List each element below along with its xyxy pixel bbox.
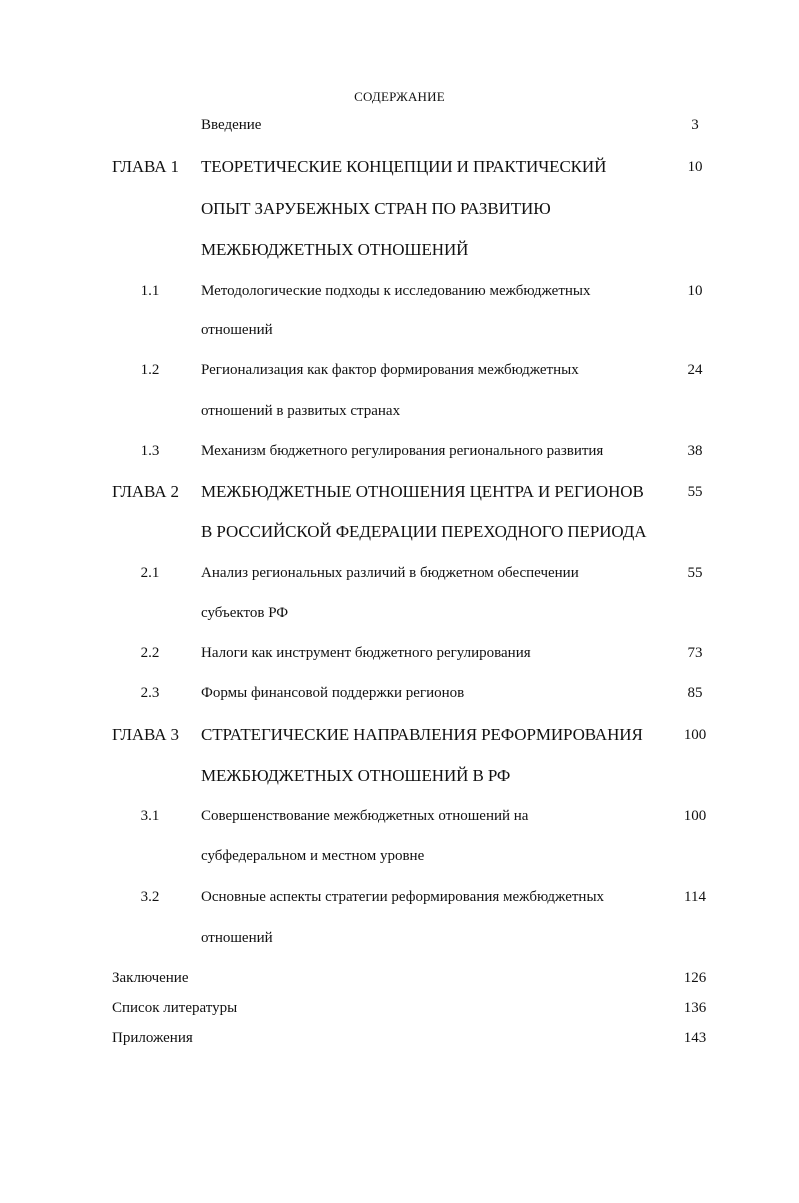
toc-entry-chapter-1-cont (0, 199, 799, 221)
chapter-number: ГЛАВА 1 (112, 157, 179, 176)
toc-entry-section-1-1[interactable] (0, 283, 799, 305)
entry-page: 136 (683, 1000, 707, 1016)
section-title-line: Совершенствование межбюджетных отношений на (201, 808, 529, 824)
entry-title: Заключение (112, 970, 189, 986)
entry-page: 143 (683, 1030, 707, 1046)
section-number: 1.3 (140, 443, 160, 459)
section-number: 1.2 (140, 362, 160, 378)
toc-entry-section-1-2-cont (0, 403, 799, 425)
toc-entry-section-3-2[interactable] (0, 889, 799, 911)
entry-page: 38 (687, 443, 703, 459)
chapter-title-line: СТРАТЕГИЧЕСКИЕ НАПРАВЛЕНИЯ РЕФОРМИРОВАНИЯ (201, 725, 643, 744)
section-title-line: Регионализация как фактор формирования межбюджетных (201, 362, 579, 378)
toc-entry-chapter-3-cont (0, 766, 799, 788)
toc-entry-section-1-2[interactable] (0, 362, 799, 384)
entry-title: Введение (201, 117, 262, 133)
entry-page: 100 (683, 808, 707, 824)
entry-page: 73 (687, 645, 703, 661)
toc-entry-section-2-2[interactable] (0, 645, 799, 667)
section-title-line: Анализ региональных различий в бюджетном обеспечении (201, 565, 579, 581)
section-number: 3.2 (140, 889, 160, 905)
chapter-title-line: ТЕОРЕТИЧЕСКИЕ КОНЦЕПЦИИ И ПРАКТИЧЕСКИЙ (201, 157, 607, 176)
section-title-line: субфедеральном и местном уровне (201, 848, 425, 864)
entry-page: 10 (687, 159, 703, 175)
section-title-line: отношений (201, 322, 273, 338)
chapter-title-line: МЕЖБЮДЖЕТНЫЕ ОТНОШЕНИЯ ЦЕНТРА И РЕГИОНОВ (201, 482, 644, 501)
toc-entry-section-1-3[interactable] (0, 443, 799, 465)
toc-entry-chapter-2-cont (0, 522, 799, 544)
section-number: 2.3 (140, 685, 160, 701)
entry-page: 3 (691, 117, 699, 133)
entry-page: 85 (687, 685, 703, 701)
toc-entry-section-3-1[interactable] (0, 808, 799, 830)
chapter-title-line: В РОССИЙСКОЙ ФЕДЕРАЦИИ ПЕРЕХОДНОГО ПЕРИОДА (201, 522, 647, 541)
toc-entry-appendices[interactable] (0, 1030, 799, 1052)
section-title-line: Формы финансовой поддержки регионов (201, 685, 465, 701)
toc-entry-bibliography[interactable] (0, 1000, 799, 1022)
toc-entry-section-2-1-cont (0, 605, 799, 627)
entry-page: 55 (687, 484, 703, 500)
entry-page: 24 (687, 362, 703, 378)
entry-page: 126 (683, 970, 707, 986)
chapter-title-line: ОПЫТ ЗАРУБЕЖНЫХ СТРАН ПО РАЗВИТИЮ (201, 199, 551, 218)
entry-title: Список литературы (112, 1000, 238, 1016)
toc-entry-section-1-1-cont (0, 322, 799, 344)
section-number: 2.2 (140, 645, 160, 661)
entry-page: 55 (687, 565, 703, 581)
chapter-title-line: МЕЖБЮДЖЕТНЫХ ОТНОШЕНИЙ (201, 240, 469, 259)
toc-entry-chapter-2[interactable] (0, 482, 799, 504)
toc-entry-chapter-1-cont (0, 240, 799, 262)
entry-page: 10 (687, 283, 703, 299)
toc-entry-chapter-3[interactable] (0, 725, 799, 747)
chapter-number: ГЛАВА 3 (112, 725, 179, 744)
toc-entry-section-3-2-cont (0, 930, 799, 952)
entry-page: 100 (683, 727, 707, 743)
section-title-line: Методологические подходы к исследованию межбюджетных (201, 283, 591, 299)
section-number: 3.1 (140, 808, 160, 824)
section-title-line: субъектов РФ (201, 605, 289, 621)
chapter-number: ГЛАВА 2 (112, 482, 179, 501)
section-title-line: Основные аспекты стратегии реформирования межбюджетных (201, 889, 605, 905)
toc-entry-section-2-3[interactable] (0, 685, 799, 707)
toc-entry-conclusion[interactable] (0, 970, 799, 992)
toc-entry-intro[interactable] (0, 117, 799, 139)
section-title-line: отношений (201, 930, 273, 946)
toc-entry-chapter-1[interactable] (0, 157, 799, 179)
section-title-line: отношений в развитых странах (201, 403, 401, 419)
toc-entry-section-2-1[interactable] (0, 565, 799, 587)
entry-page: 114 (684, 889, 706, 905)
toc-heading: СОДЕРЖАНИЕ (354, 89, 445, 104)
chapter-title-line: МЕЖБЮДЖЕТНЫХ ОТНОШЕНИЙ В РФ (201, 766, 511, 785)
section-number: 2.1 (140, 565, 160, 581)
section-number: 1.1 (140, 283, 160, 299)
toc-entry-section-3-1-cont (0, 848, 799, 870)
section-title-line: Механизм бюджетного регулирования регионального развития (201, 443, 604, 459)
section-title-line: Налоги как инструмент бюджетного регулирования (201, 645, 531, 661)
entry-title: Приложения (112, 1030, 193, 1046)
